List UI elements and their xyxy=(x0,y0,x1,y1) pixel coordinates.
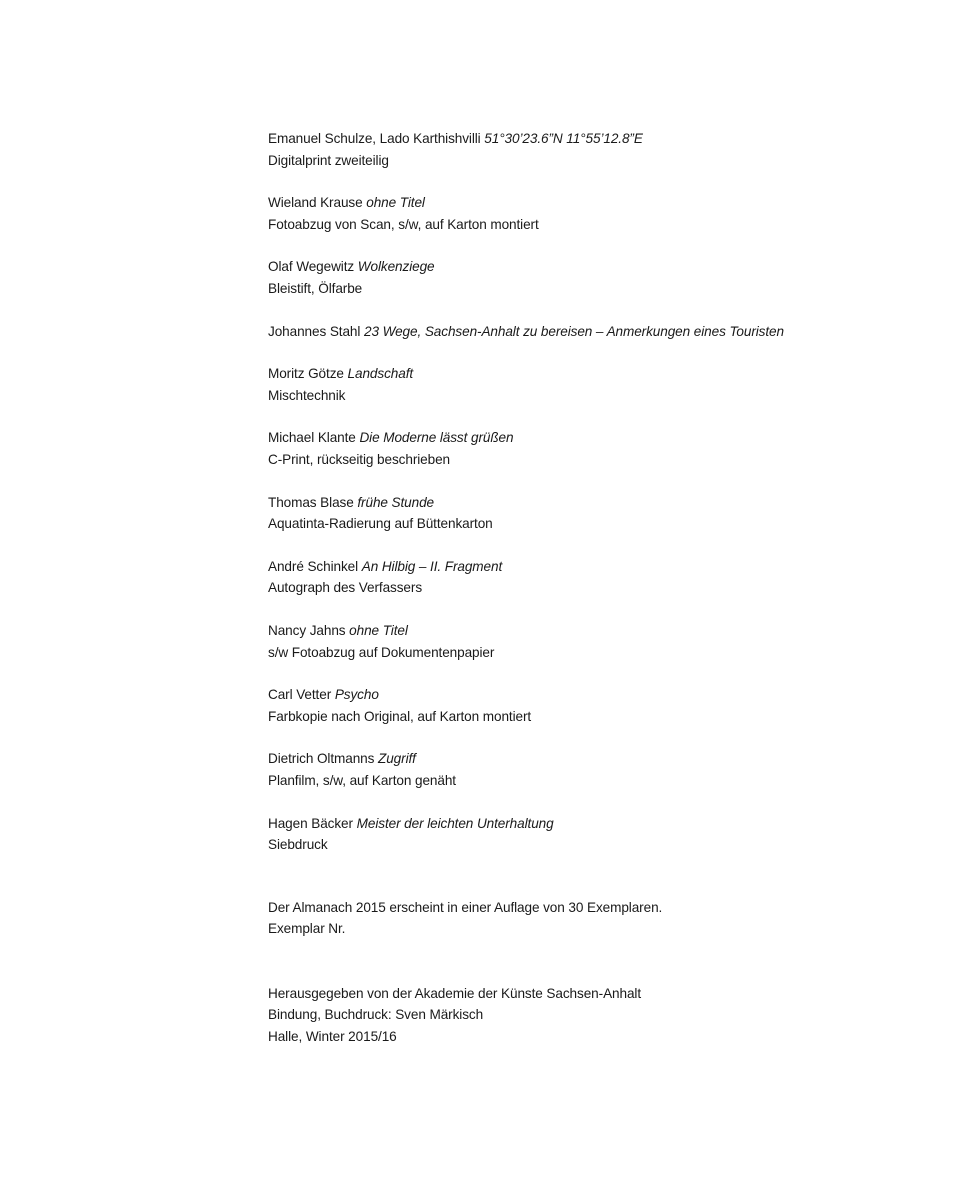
artist-name: André Schinkel xyxy=(268,558,359,574)
work-medium: Digitalprint zweiteilig xyxy=(268,152,389,168)
binding-line: Bindung, Buchdruck: Sven Märkisch xyxy=(268,1007,484,1023)
work-title: An Hilbig – II. Fragment xyxy=(361,558,503,574)
entry-baecker xyxy=(268,813,928,856)
entry-heading xyxy=(268,492,928,514)
artist-name: Wieland Krause xyxy=(268,195,363,211)
artist-name: Michael Klante xyxy=(268,430,356,446)
artist-name: Carl Vetter xyxy=(268,687,332,703)
work-title: frühe Stunde xyxy=(357,494,435,510)
entry-heading xyxy=(268,427,928,449)
publisher-line: Herausgegeben von der Akademie der Künste Sachsen-Anhalt xyxy=(268,985,642,1001)
work-medium: Siebdruck xyxy=(268,837,328,853)
spacer xyxy=(268,940,928,983)
entry-krause xyxy=(268,192,928,235)
entry-heading xyxy=(268,556,928,578)
entry-heading xyxy=(268,363,928,385)
entry-stahl xyxy=(268,321,928,343)
artist-name: Thomas Blase xyxy=(268,494,354,510)
work-medium: Mischtechnik xyxy=(268,387,346,403)
work-title: Psycho xyxy=(334,687,379,703)
entry-goetze xyxy=(268,363,928,406)
artist-name: Dietrich Oltmanns xyxy=(268,751,375,767)
place-date-line: Halle, Winter 2015/16 xyxy=(268,1028,397,1044)
work-medium: s/w Fotoabzug auf Dokumentenpapier xyxy=(268,644,495,660)
artist-name: Nancy Jahns xyxy=(268,623,346,638)
document-page xyxy=(268,128,928,1047)
work-title: Wolkenziege xyxy=(357,259,435,275)
work-medium: Farbkopie nach Original, auf Karton montiert xyxy=(268,708,532,724)
artist-name: Johannes Stahl xyxy=(268,323,361,339)
entry-heading xyxy=(268,256,928,278)
entry-heading xyxy=(268,192,928,214)
entry-jahns xyxy=(268,620,928,663)
entry-vetter xyxy=(268,684,928,727)
work-title: 23 Wege, Sachsen-Anhalt zu bereisen – Anmerkungen eines Touristen xyxy=(364,323,784,339)
work-medium: Bleistift, Ölfarbe xyxy=(268,280,363,296)
work-title: 51°30’23.6”N 11°55’12.8”E xyxy=(484,131,643,146)
work-medium: Planfilm, s/w, auf Karton genäht xyxy=(268,772,456,788)
artist-name: Moritz Götze xyxy=(268,366,344,382)
spacer xyxy=(268,856,928,897)
work-title: Meister der leichten Unterhaltung xyxy=(356,815,554,831)
colophon xyxy=(268,983,928,1048)
artist-name: Hagen Bäcker xyxy=(268,815,353,831)
work-medium: Fotoabzug von Scan, s/w, auf Karton montiert xyxy=(268,216,539,232)
exemplar-number: Exemplar Nr. xyxy=(268,921,346,937)
entry-oltmanns xyxy=(268,748,928,791)
entry-heading xyxy=(268,748,928,770)
artist-name: Olaf Wegewitz xyxy=(268,259,355,275)
work-title: Die Moderne lässt grüßen xyxy=(359,430,514,446)
entry-schulze-karthishvilli xyxy=(268,128,928,171)
work-title: Landschaft xyxy=(347,366,414,382)
work-title: Zugriff xyxy=(378,751,416,767)
entry-blase xyxy=(268,492,928,535)
work-title: ohne Titel xyxy=(366,195,425,211)
entry-heading xyxy=(268,813,928,835)
work-medium: Aquatinta-Radierung auf Büttenkarton xyxy=(268,516,493,532)
entry-heading xyxy=(268,684,928,706)
work-medium: Autograph des Verfassers xyxy=(268,580,423,596)
entry-klante xyxy=(268,427,928,470)
entry-heading xyxy=(268,321,928,343)
artist-name: Emanuel Schulze, Lado Karthishvilli xyxy=(268,131,481,146)
edition-line: Der Almanach 2015 erscheint in einer Auflage von 30 Exemplaren. xyxy=(268,899,663,915)
work-medium: C-Print, rückseitig beschrieben xyxy=(268,451,451,467)
work-title: ohne Titel xyxy=(349,623,408,638)
edition-notice xyxy=(268,897,928,940)
entry-schinkel xyxy=(268,556,928,599)
entry-heading xyxy=(268,128,928,150)
entry-wegewitz xyxy=(268,256,928,299)
entry-heading xyxy=(268,620,928,642)
